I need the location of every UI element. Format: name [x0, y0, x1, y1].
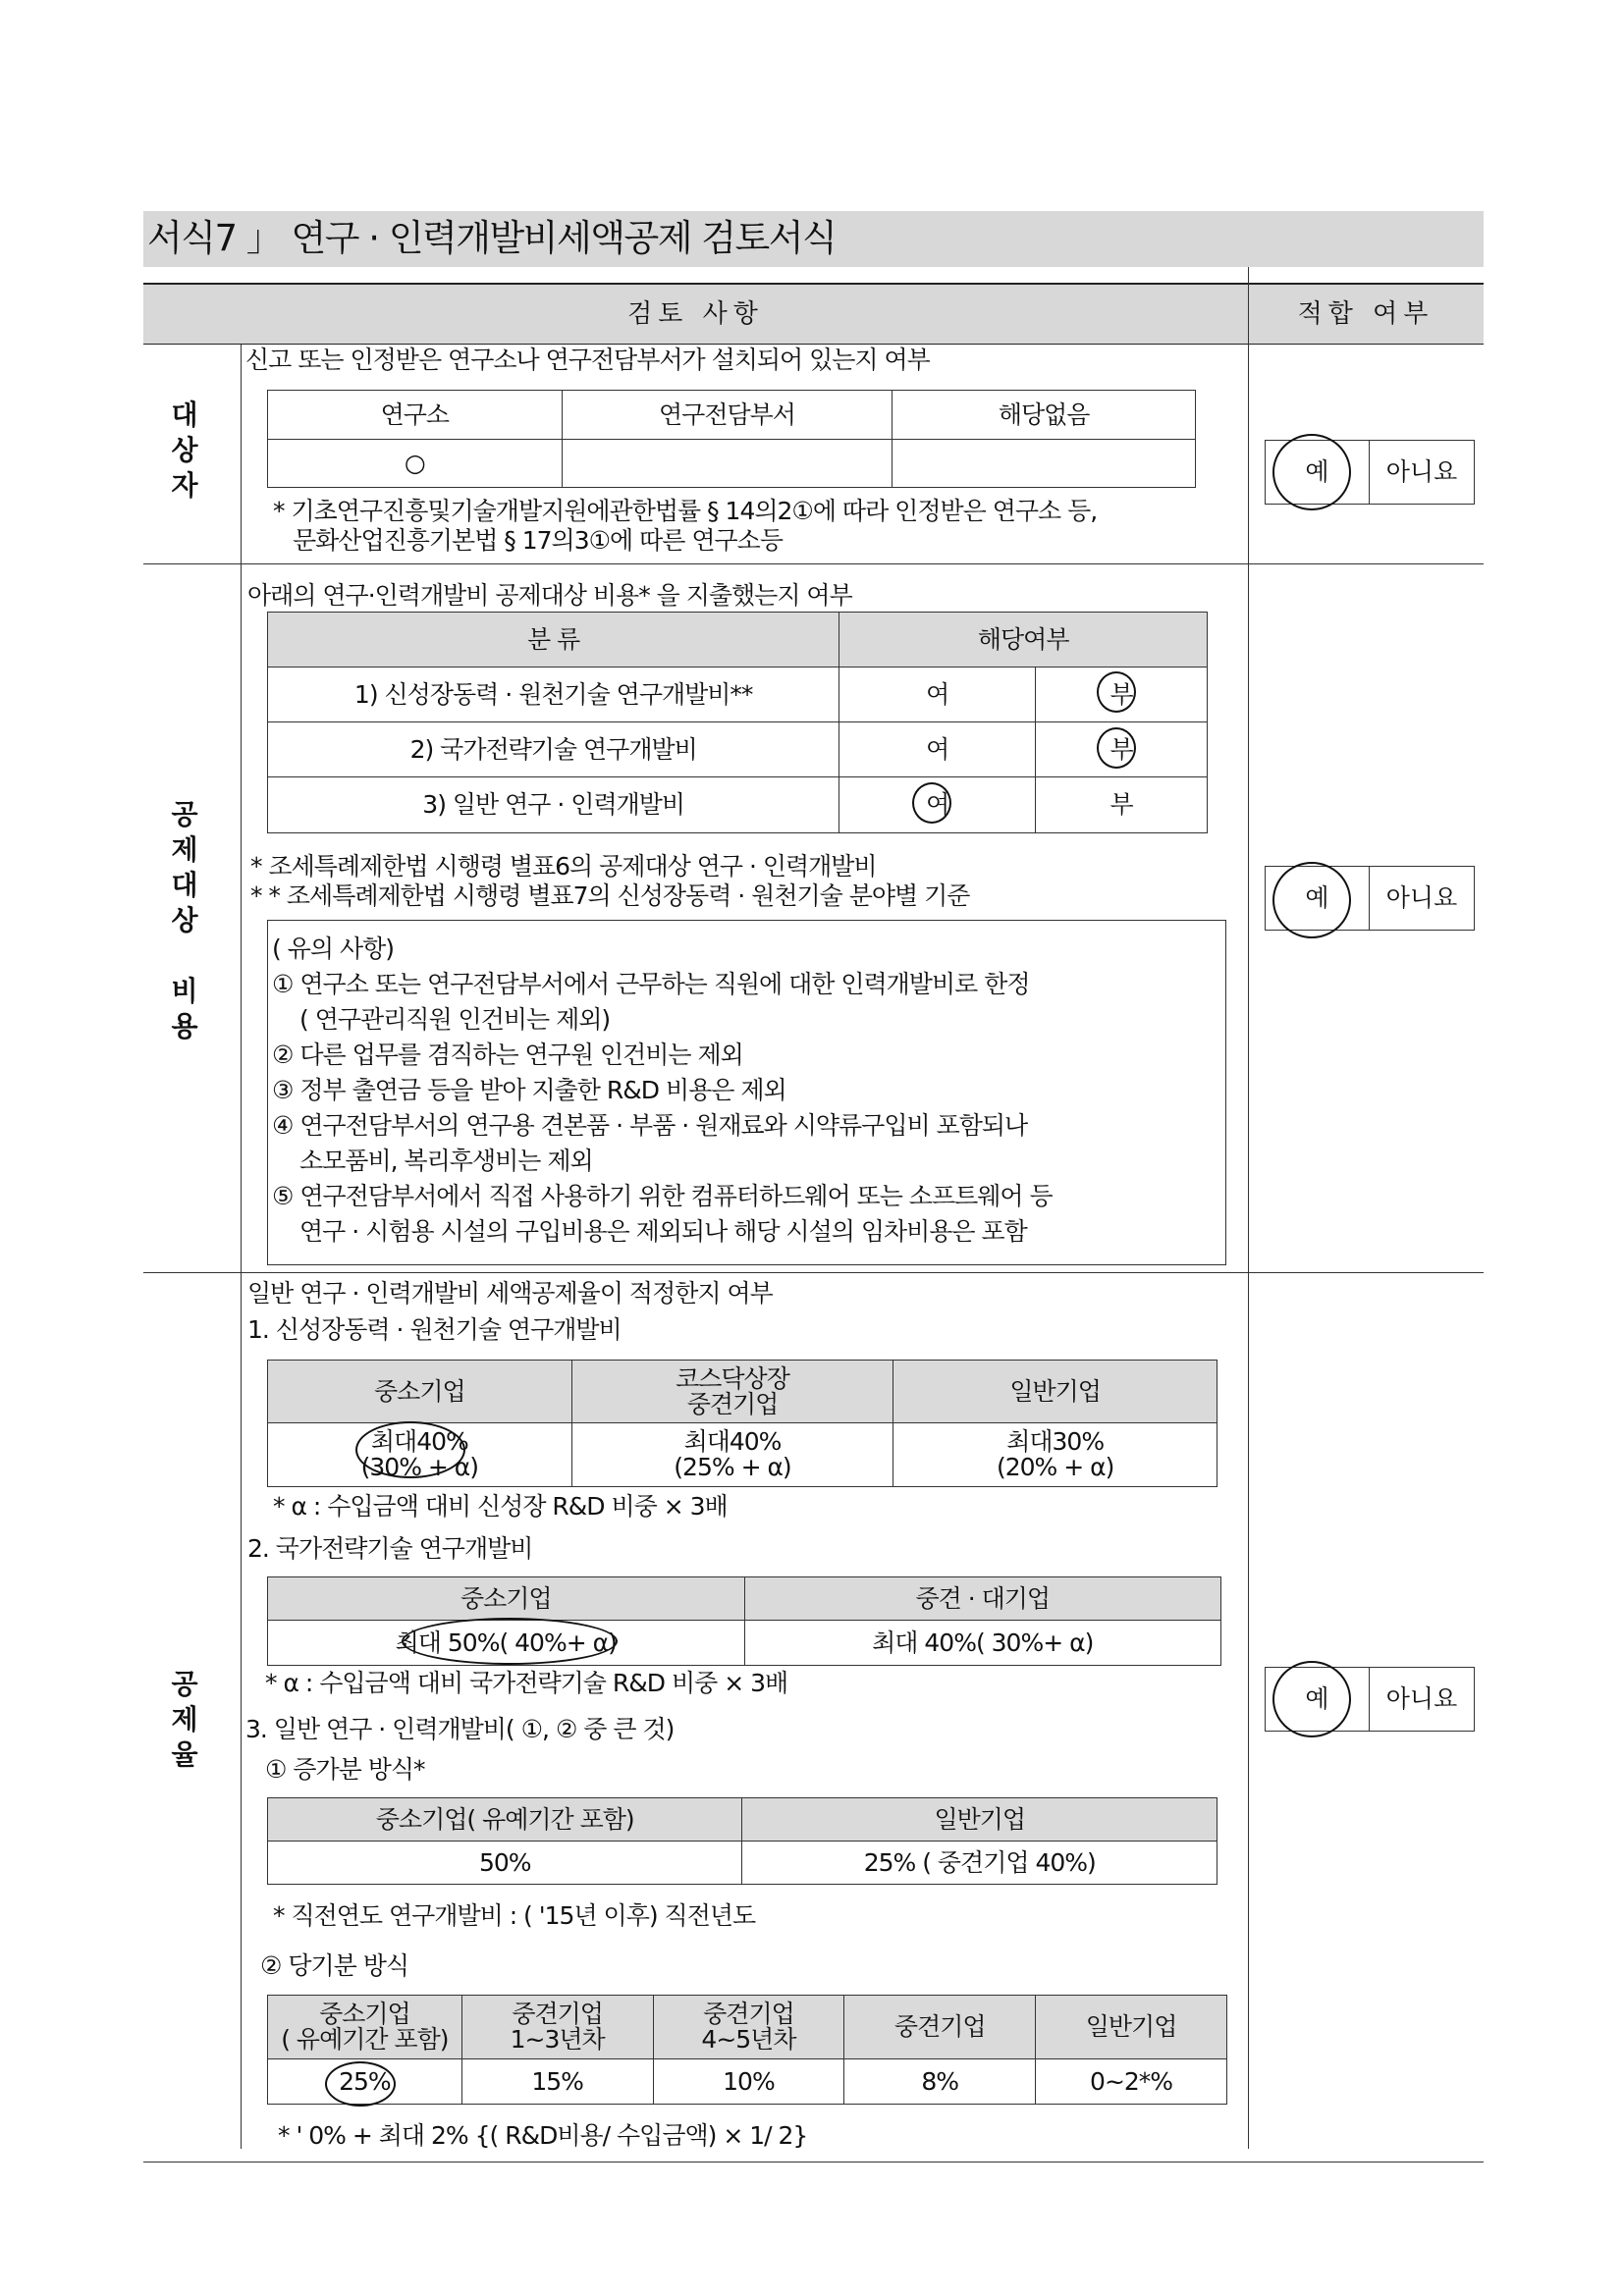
label-char: 상: [171, 434, 198, 466]
caution-item: ① 연구소 또는 연구전담부서에서 근무하는 직원에 대한 인력개발비로 한정: [272, 970, 1030, 998]
section2-note: * * 조세특례제한법 시행령 별표7의 신성장동력 · 원천기술 분야별 기준: [250, 881, 970, 910]
cell-line: 4~5년차: [701, 2025, 796, 2054]
section1-note: 문화산업진흥기본법 § 17의3①에 따른 연구소등: [293, 526, 783, 555]
caution-item: 연구 · 시험용 시설의 구입비용은 제외되나 해당 시설의 임차비용은 포함: [299, 1217, 1027, 1246]
divider: [143, 2162, 1484, 2163]
table-cell: 2) 국가전략기술 연구개발비: [268, 722, 839, 777]
table-cell: 해당없음: [893, 391, 1196, 440]
table-cell: 해당여부: [839, 613, 1208, 667]
table-cell: 연구소: [268, 391, 563, 440]
label-char: 자: [171, 469, 198, 502]
section-label-deductible: [165, 797, 204, 1044]
caution-item: ⑤ 연구전담부서에서 직접 사용하기 위한 컴퓨터하드웨어 또는 소프트웨어 등: [272, 1182, 1053, 1210]
header-review-items: 검토 사항: [627, 299, 764, 329]
cell-line: (30% + α): [360, 1453, 479, 1481]
cell-line: 최대40%: [683, 1427, 782, 1456]
table-cell: 0~2*%: [1036, 2059, 1227, 2105]
yes-circle-mark: [1272, 434, 1351, 510]
table-cell: [893, 1423, 1217, 1487]
cell-line: 중견기업: [686, 1389, 779, 1418]
table-cell: 분 류: [268, 613, 839, 667]
cautions-title: ( 유의 사항): [272, 934, 395, 963]
cell-line: ( 유예기간 포함): [281, 2025, 449, 2054]
table-cell: 중견 · 대기업: [744, 1577, 1221, 1621]
table-cell: 일반기업: [742, 1798, 1217, 1842]
caution-item: ( 연구관리직원 인건비는 제외): [299, 1005, 611, 1034]
label-char: 율: [171, 1738, 198, 1771]
table-cell: 8%: [844, 2059, 1036, 2105]
national-strategy-rate-table: [267, 1576, 1221, 1666]
table-cell: 15%: [461, 2059, 653, 2105]
sub1-title: 1. 신성장동력 · 원천기술 연구개발비: [247, 1315, 622, 1344]
table-cell: 최대 40%( 30%+ α): [744, 1621, 1221, 1666]
table-cell: 연구전담부서: [562, 391, 893, 440]
label-char: 대: [171, 869, 198, 901]
divider: [143, 563, 1484, 564]
divider: [1248, 267, 1249, 283]
caution-item: 소모품비, 복리후생비는 제외: [299, 1147, 593, 1175]
cell-line: (20% + α): [996, 1453, 1114, 1481]
section2-question: 아래의 연구·인력개발비 공제대상 비용* 을 지출했는지 여부: [247, 581, 852, 610]
research-org-table: [267, 390, 1196, 488]
no-option[interactable]: 아니요: [1385, 1684, 1458, 1713]
cell-line: (25% + α): [674, 1453, 791, 1481]
table-cell: [893, 440, 1196, 488]
label-char: 비: [171, 975, 198, 1007]
section-label-target: [165, 398, 204, 504]
table-cell: 여: [839, 722, 1036, 777]
sub2-title: 2. 국가전략기술 연구개발비: [247, 1534, 533, 1563]
table-cell: 일반기업: [1036, 1996, 1227, 2059]
table-cell: 중소기업: [268, 1361, 572, 1423]
label-char: 상: [171, 904, 198, 936]
table-cell: 최대 50%( 40%+ α): [268, 1621, 745, 1666]
table-cell: [268, 1996, 462, 2059]
incremental-rate-table: [267, 1797, 1217, 1885]
table-cell: 부: [1036, 667, 1208, 722]
cell-line: 중소기업: [319, 2000, 410, 2028]
table-cell: [571, 1423, 893, 1487]
incremental-note: * 직전연도 연구개발비 : ( '15년 이후) 직전년도: [273, 1901, 756, 1930]
sub2-note: * α : 수입금액 대비 국가전략기술 R&D 비중 × 3배: [265, 1669, 788, 1697]
label-char: 공: [171, 1668, 198, 1700]
cell-line: 중견기업: [512, 2000, 603, 2028]
label-char: 공: [171, 798, 198, 830]
table-cell: 중소기업: [268, 1577, 745, 1621]
table-cell: [562, 440, 893, 488]
page-title: 서식7 」 연구 · 인력개발비세액공제 검토서식: [147, 217, 837, 259]
cell-line: 최대40%: [370, 1427, 468, 1456]
label-char: 제: [171, 1703, 198, 1735]
cautions-box: [267, 920, 1226, 1265]
selected-circle-mark: [912, 782, 951, 824]
table-cell: 25%: [268, 2059, 462, 2105]
section1-question: 신고 또는 인정받은 연구소나 연구전담부서가 설치되어 있는지 여부: [245, 346, 930, 374]
selected-circle-mark: [402, 1618, 618, 1665]
yes-option[interactable]: 예: [1266, 867, 1370, 930]
cell-line: 1~3년차: [510, 2025, 605, 2054]
table-cell: 중견기업: [844, 1996, 1036, 2059]
expense-category-table: [267, 612, 1208, 833]
table-cell: 1) 신성장동력 · 원천기술 연구개발비**: [268, 667, 839, 722]
yes-circle-mark: [1272, 1661, 1351, 1737]
label-char: 제: [171, 833, 198, 866]
table-cell: 25% ( 중견기업 40%): [742, 1842, 1217, 1885]
label-char: 용: [171, 1010, 198, 1042]
divider: [143, 1272, 1484, 1273]
header-compliance: 적합 여부: [1297, 299, 1434, 329]
table-cell: 중소기업( 유예기간 포함): [268, 1798, 742, 1842]
divider: [241, 345, 242, 2149]
yes-option[interactable]: 예: [1266, 1668, 1370, 1731]
table-header: [143, 283, 1484, 345]
yes-circle-mark: [1272, 862, 1351, 938]
table-cell: 부: [1036, 722, 1208, 777]
current-rate-table: [267, 1995, 1227, 2105]
selected-circle-mark: [325, 2061, 396, 2107]
table-cell: [571, 1361, 893, 1423]
label-char: 대: [171, 399, 198, 431]
cell-line: 중견기업: [703, 2000, 794, 2028]
selected-circle-mark: [1097, 671, 1136, 713]
section2-note: * 조세특례제한법 시행령 별표6의 공제대상 연구 · 인력개발비: [250, 852, 877, 881]
sub1-note: * α : 수입금액 대비 신성장 R&D 비중 × 3배: [273, 1492, 728, 1521]
incremental-method-title: ① 증가분 방식*: [265, 1755, 425, 1784]
caution-item: ② 다른 업무를 겸직하는 연구원 인건비는 제외: [272, 1041, 743, 1069]
table-cell: 여: [839, 777, 1036, 833]
table-cell: 50%: [268, 1842, 742, 1885]
table-cell: 10%: [653, 2059, 844, 2105]
section3-question: 일반 연구 · 인력개발비 세액공제율이 적정한지 여부: [247, 1279, 773, 1308]
no-option[interactable]: 아니요: [1385, 883, 1458, 912]
current-method-title: ② 당기분 방식: [260, 1951, 409, 1980]
table-cell: [653, 1996, 844, 2059]
table-cell: [461, 1996, 653, 2059]
section-label-rate: [165, 1667, 204, 1773]
table-cell: ○: [268, 440, 563, 488]
yes-option[interactable]: 예: [1266, 441, 1370, 504]
sub3-title: 3. 일반 연구 · 인력개발비( ①, ② 중 큰 것): [245, 1715, 675, 1743]
no-option[interactable]: 아니요: [1385, 457, 1458, 486]
table-cell: 3) 일반 연구 · 인력개발비: [268, 777, 839, 833]
table-cell: 일반기업: [893, 1361, 1217, 1423]
selected-circle-mark: [1097, 727, 1136, 769]
label-spacer: [165, 938, 204, 974]
caution-item: ④ 연구전담부서의 연구용 견본품 · 부품 · 원재료와 시약류구입비 포함되나: [272, 1111, 1028, 1140]
selected-circle-mark: [355, 1421, 465, 1478]
cell-line: 최대30%: [1006, 1427, 1105, 1456]
cell-line: 코스닥상장: [676, 1363, 789, 1393]
current-note: * ' 0% + 최대 2% {( R&D비용/ 수입금액) × 1/ 2}: [278, 2121, 808, 2150]
table-cell: 여: [839, 667, 1036, 722]
table-cell: 부: [1036, 777, 1208, 833]
caution-item: ③ 정부 출연금 등을 받아 지출한 R&D 비용은 제외: [272, 1076, 786, 1104]
section1-note: * 기초연구진흥및기술개발지원에관한법률 § 14의2①에 따라 인정받은 연구소 등,: [273, 497, 1098, 525]
